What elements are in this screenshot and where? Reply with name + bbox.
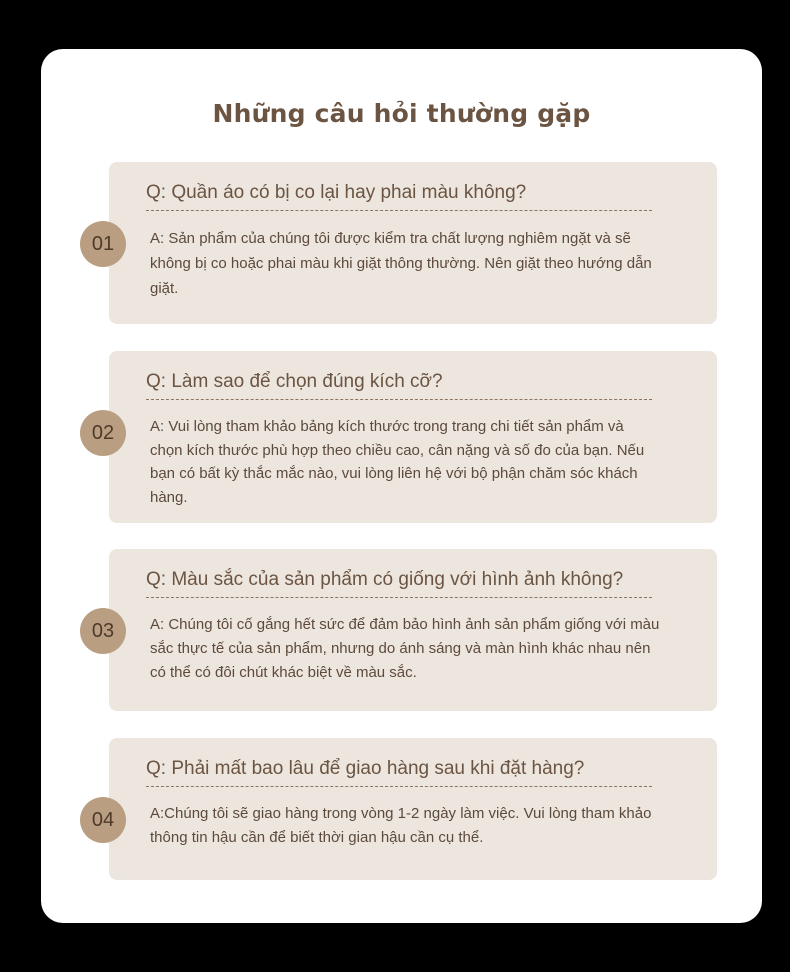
- faq-question: Q: Làm sao để chọn đúng kích cỡ?: [146, 371, 652, 400]
- faq-question: Q: Quần áo có bị co lại hay phai màu không?: [146, 182, 652, 211]
- faq-item-4: [91, 738, 717, 880]
- faq-number-badge: 03: [80, 608, 126, 654]
- faq-question: Q: Phải mất bao lâu để giao hàng sau khi đặt hàng?: [146, 758, 652, 787]
- faq-number-badge: 02: [80, 410, 126, 456]
- page-title: Những câu hỏi thường gặp: [212, 99, 591, 128]
- faq-question: Q: Màu sắc của sản phẩm có giống với hình ảnh không?: [146, 569, 652, 598]
- faq-answer: A: Vui lòng tham khảo bảng kích thước trong trang chi tiết sản phẩm và chọn kích thước phù hợp theo chiều cao, cân nặng và số đo của bạn. Nếu bạn có bất kỳ thắc mắc nào, vui lòng liên hệ với bộ phận chăm sóc khách hàng.: [150, 418, 645, 506]
- faq-number-badge: 01: [80, 221, 126, 267]
- faq-answer: A:Chúng tôi sẽ giao hàng trong vòng 1-2 ngày làm việc. Vui lòng tham khảo thông tin hậu cần để biết thời gian hậu cần cụ thể.: [150, 805, 652, 846]
- faq-card: [41, 49, 762, 923]
- faq-item-3: [91, 549, 717, 711]
- faq-item-2: [91, 351, 717, 523]
- faq-answer: A: Sản phẩm của chúng tôi được kiểm tra chất lượng nghiêm ngặt và sẽ không bị co hoặc phai màu khi giặt thông thường. Nên giặt theo hướng dẫn giặt.: [150, 230, 652, 297]
- faq-item-1: [91, 162, 717, 324]
- faq-answer: A: Chúng tôi cố gắng hết sức để đảm bảo hình ảnh sản phẩm giống với màu sắc thực tế của sản phẩm, nhưng do ánh sáng và màn hình khác nhau nên có thể có đôi chút khác biệt về màu sắc.: [150, 616, 660, 681]
- faq-number-badge: 04: [80, 797, 126, 843]
